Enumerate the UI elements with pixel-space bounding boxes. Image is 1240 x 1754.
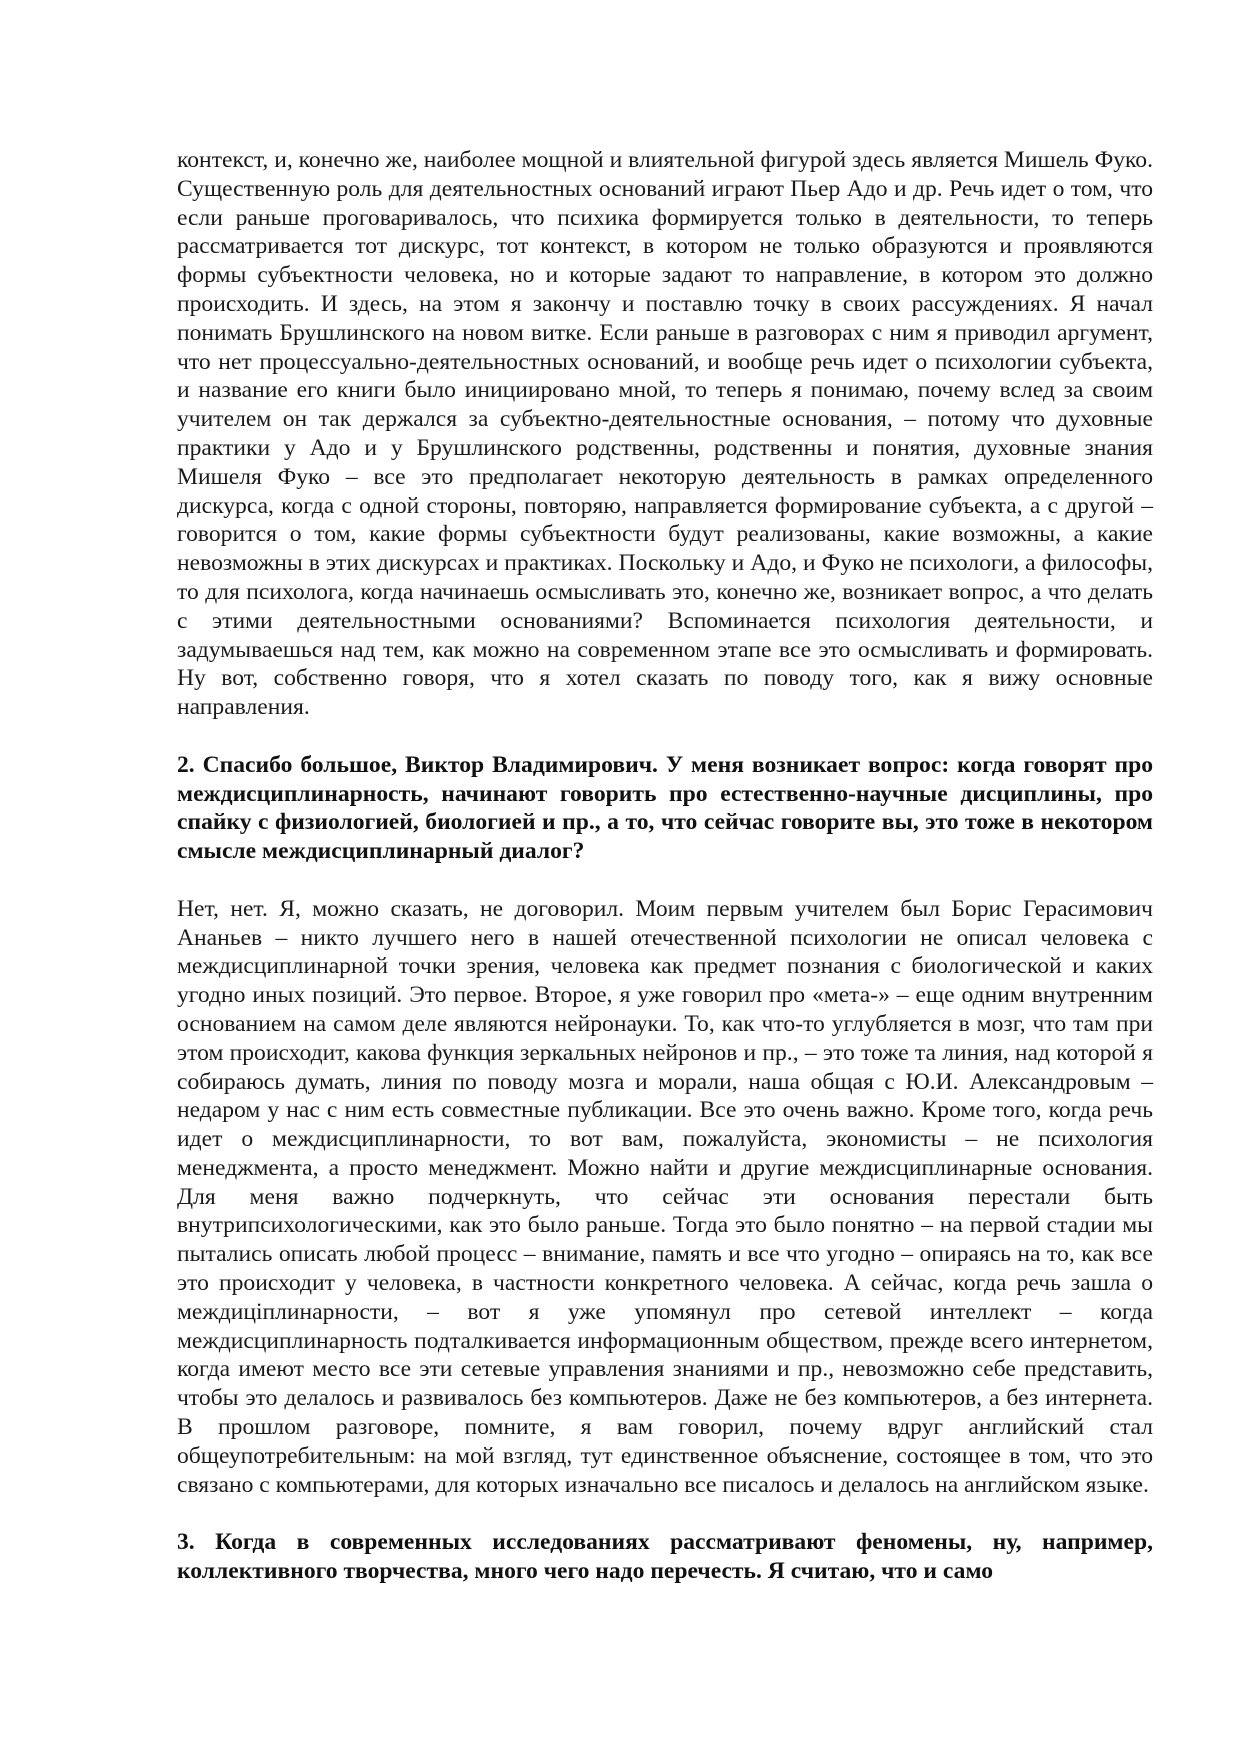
answer-paragraph-interdisciplinarity: Нет, нет. Я, можно сказать, не договорил. Моим первым учителем был Борис Герасимович Ананьев – никто лучшего него в нашей отечественной психологии не описал человека с междисциплинарной точки зрения, человека как предмет познания с биологической и каких угодно иных позиций. Это первое. Второе, я уже говорил про «мета-» – еще одним внутренним основанием на самом деле являются нейронауки. То, как что-то углубляется в мозг, что там при этом происходит, какова функция зеркальных нейронов и пр., – это тоже та линия, над которой я собираюсь думать, линия по поводу мозга и морали, наша общая с Ю.И. Александровым – недаром у нас с ним есть совместные публикации. Все это очень важно. Кроме того, когда речь идет о междисциплинарности, то вот вам, пожалуйста, экономисты – не психология менеджмента, а просто менеджмент. Можно найти и другие междисциплинарные основания. Для меня важно подчеркнуть, что сейчас эти основания перестали быть внутрипсихологическими, как это было раньше. Тогда это было понятно – на первой стадии мы пытались описать любой процесс – внимание, память и все что угодно – опираясь на то, как все это происходит у человека, в частности конкретного человека. А сейчас, когда речь зашла о междиціплинарности, – вот я уже упомянул про сетевой интеллект – когда междисциплинарность подталкивается информационным обществом, прежде всего интернетом, когда имеют место все эти сетевые управления знаниями и пр., невозможно себе представить, чтобы это делалось и развивалось без компьютеров. Даже не без компьютеров, а без интернета. В прошлом разговоре, помните, я вам говорил, почему вдруг английский стал общеупотребительным: на мой взгляд, тут единственное объяснение, состоящее в том, что это связано с компьютерами, для которых изначально все писалось и делалось на английском языке. xyxy=(177,895,1153,1498)
interview-question-2: 2. Спасибо большое, Виктор Владимирович. У меня возникает вопрос: когда говорят про междисциплинарность, начинают говорить про естественно-научные дисциплины, про спайку с физиологией, биологией и пр., а то, что сейчас говорите вы, это тоже в некотором смысле междисциплинарный диалог? xyxy=(177,751,1153,865)
interview-question-3: 3. Когда в современных исследованиях рассматривают феномены, ну, например, коллективного творчества, много чего надо перечесть. Я считаю, что и само xyxy=(177,1529,1153,1585)
paragraph-foucault-hadot-context: контекст, и, конечно же, наиболее мощной и влиятельной фигурой здесь является Мишель Фуко. Существенную роль для деятельностных оснований играют Пьер Адо и др. Речь идет о том, что если раньше проговаривалось, что психика формируется только в деятельности, то теперь рассматривается тот дискурс, тот контекст, в котором не только образуются и проявляются формы субъектности человека, но и которые задают то направление, в котором это должно происходить. И здесь, на этом я закончу и поставлю точку в своих рассуждениях. Я начал понимать Брушлинского на новом витке. Если раньше в разговорах с ним я приводил аргумент, что нет процессуально-деятельностных оснований, и вообще речь идет о психологии субъекта, и название его книги было инициировано мной, то теперь я понимаю, почему вслед за своим учителем он так держался за субъектно-деятельностные основания, – потому что духовные практики у Адо и у Брушлинского родственны, родственны и понятия, духовные знания Мишеля Фуко – все это предполагает некоторую деятельность в рамках определенного дискурса, когда с одной стороны, повторяю, направляется формирование субъекта, а с другой – говорится о том, какие формы субъектности будут реализованы, какие возможны, а какие невозможны в этих дискурсах и практиках. Поскольку и Адо, и Фуко не психологи, а философы, то для психолога, когда начинаешь осмысливать это, конечно же, возникает вопрос, а что делать с этими деятельностными основаниями? Вспоминается психология деятельности, и задумываешься над тем, как можно на современном этапе все это осмысливать и формировать. Ну вот, собственно говоря, что я хотел сказать по поводу того, как я вижу основные направления. xyxy=(177,147,1153,721)
page-body xyxy=(177,146,1153,1586)
